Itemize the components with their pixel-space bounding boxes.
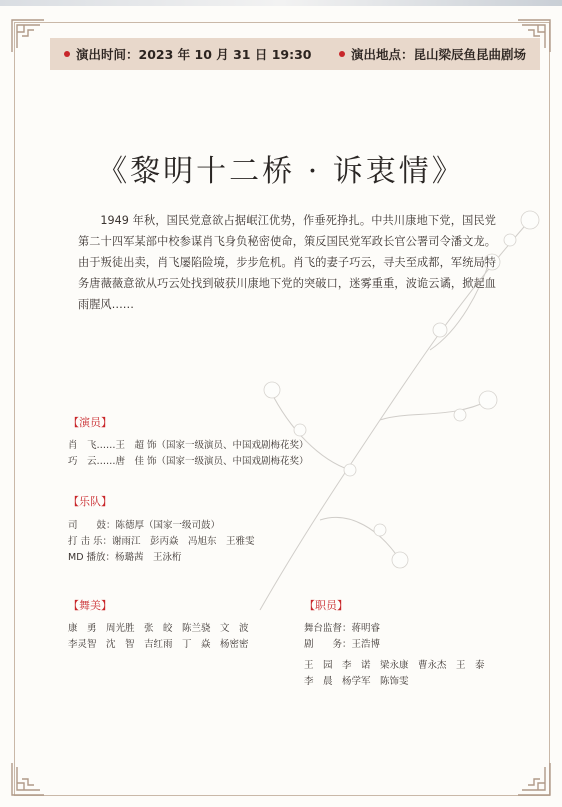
bullet-dot-icon (339, 51, 345, 57)
synopsis-paragraph: 1949 年秋，国民党意欲占据岷江优势，作垂死挣扎。中共川康地下党，国民党第二十四军某部中校参谋肖飞身负秘密使命，策反国民党军政长官公署司令潘文龙。由于叛徒出卖，肖飞屡陷险境，步步危机。肖飞的妻子巧云，寻夫至成都，军统局特务唐薇薇意欲从巧云处找到破获川康地下党的突破口，迷雾重重，波诡云谲，掀起血雨腥风…… (78, 214, 496, 311)
time-info (64, 45, 311, 63)
staff-line: 舞台监督：蒋明睿 (304, 623, 381, 634)
stage-line: 李灵智 沈 智 吉红雨 丁 焱 杨密密 (68, 639, 249, 650)
venue-text: 演出地点：昆山梁辰鱼昆曲剧场 (350, 47, 526, 62)
performance-info-bar (50, 38, 540, 70)
corner-ornament-icon (516, 761, 552, 797)
program-title: 《黎明十二桥 · 诉衷情》 (97, 154, 465, 189)
corner-ornament-icon (10, 761, 46, 797)
staff-line: 剧 务：王浩博 (304, 639, 381, 650)
staff-line: 李 晨 杨学军 陈饰雯 (304, 676, 409, 687)
staff-line: 王 园 李 诺 梁永康 曹永杰 王 泰 (304, 660, 485, 671)
cast-line: 肖 飞……王 超 饰（国家一级演员、中国戏剧梅花奖） (68, 440, 309, 451)
corner-ornament-icon (10, 18, 46, 54)
top-decor-strip (0, 0, 562, 6)
band-line: 打 击 乐：谢雨江 彭丙焱 冯旭东 王雅雯 (68, 536, 255, 547)
staff-heading: 【职员】 (304, 599, 348, 612)
venue-info (339, 45, 526, 63)
stage-heading: 【舞美】 (68, 599, 112, 612)
band-line: 司 鼓：陈德厚（国家一级司鼓） (68, 520, 221, 531)
cast-heading: 【演员】 (68, 416, 112, 429)
stage-line: 康 勇 周光胜 张 皎 陈兰骁 文 波 (68, 623, 249, 634)
band-heading: 【乐队】 (68, 495, 112, 508)
cast-line: 巧 云……唐 佳 饰（国家一级演员、中国戏剧梅花奖） (68, 456, 309, 467)
band-line: MD 播放：杨璐茜 王泳桁 (68, 552, 182, 563)
bullet-dot-icon (64, 51, 70, 57)
time-text: 演出时间：2023 年 10 月 31 日 19:30 (76, 47, 312, 62)
